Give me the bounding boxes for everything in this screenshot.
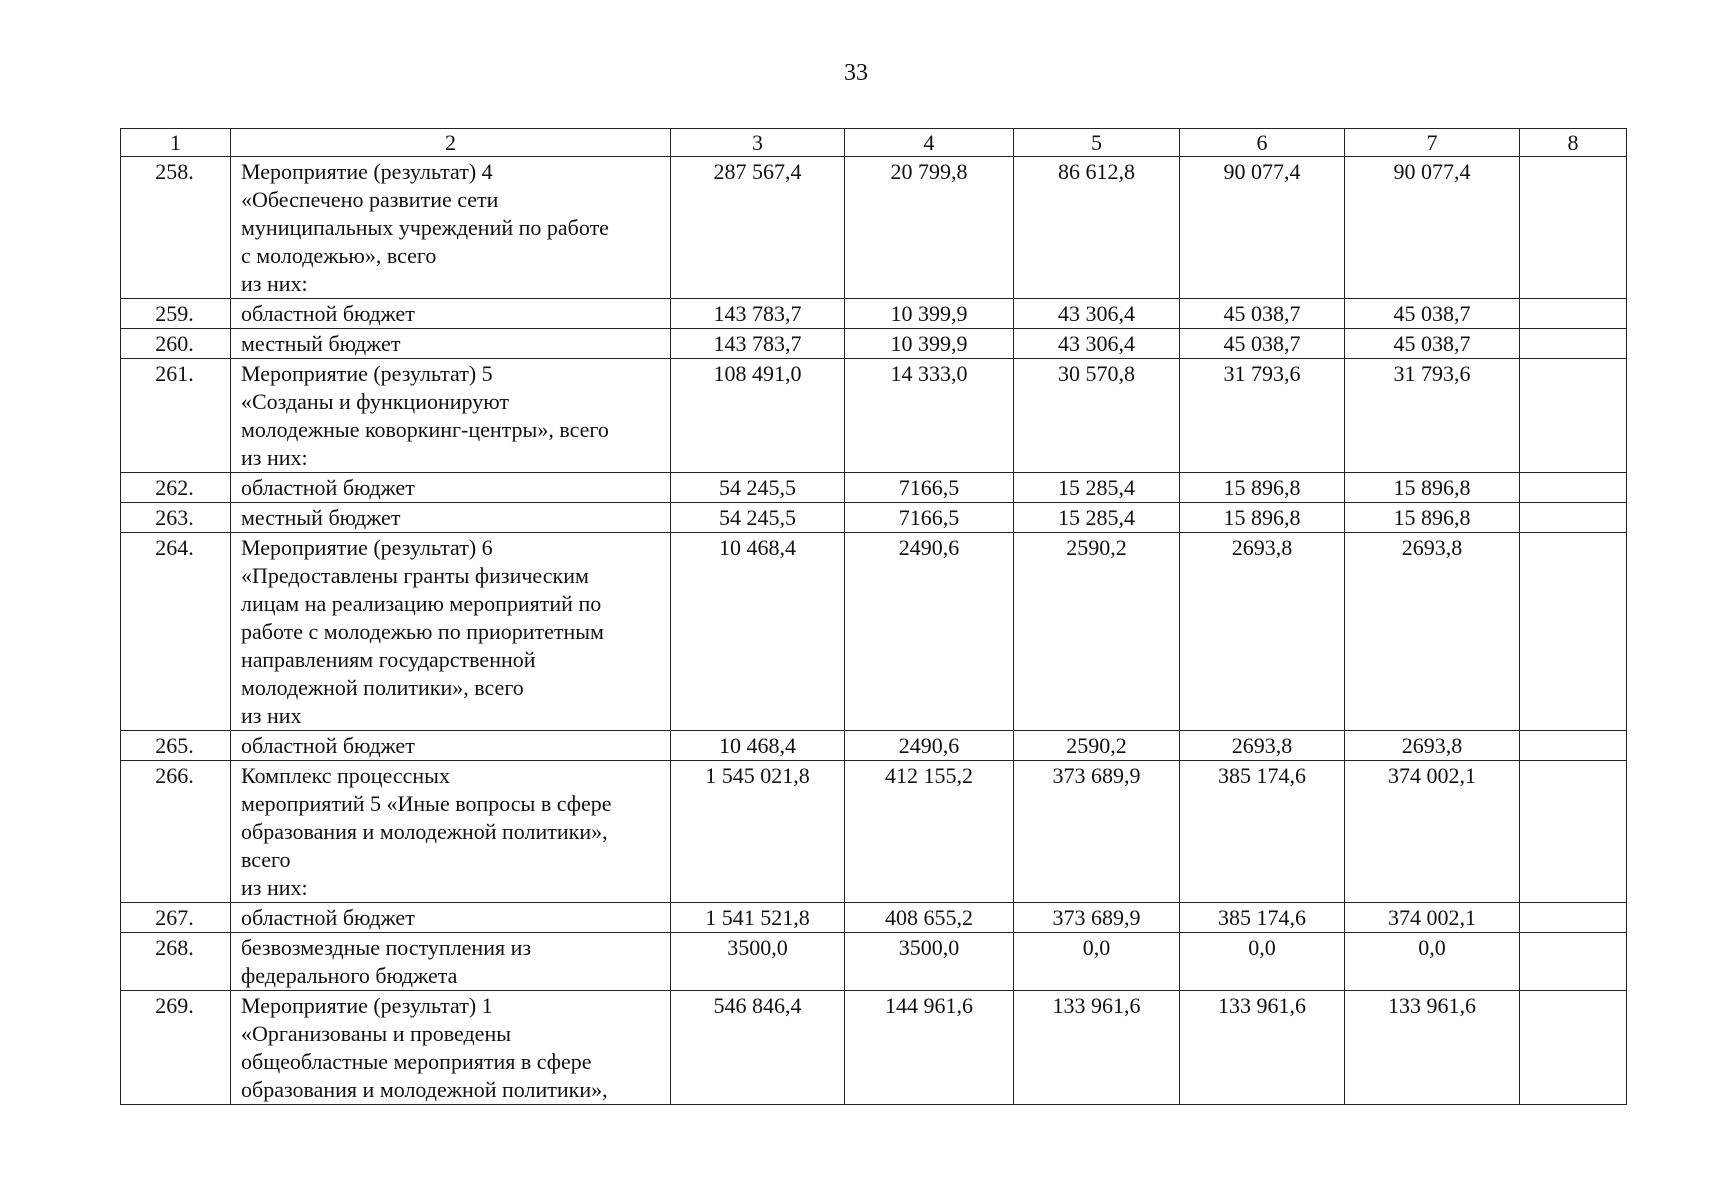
value-col-5: 43 306,4 [1014, 329, 1180, 359]
value-col-4: 10 399,9 [845, 329, 1014, 359]
row-description [231, 299, 671, 329]
row-description [231, 731, 671, 761]
description-line: из них: [241, 271, 308, 296]
value-col-8 [1520, 329, 1627, 359]
column-header-8: 8 [1520, 129, 1627, 157]
value-col-3: 54 245,5 [671, 503, 845, 533]
value-col-4: 144 961,6 [845, 991, 1014, 1105]
value-col-7: 2693,8 [1345, 731, 1520, 761]
value-col-6: 45 038,7 [1180, 329, 1345, 359]
description-line: «Обеспечено развитие сети [241, 187, 499, 212]
value-col-4: 10 399,9 [845, 299, 1014, 329]
description-line: лицам на реализацию мероприятий по [241, 591, 602, 616]
value-col-6: 90 077,4 [1180, 157, 1345, 299]
row-description [231, 903, 671, 933]
value-col-7: 45 038,7 [1345, 329, 1520, 359]
table-row [121, 903, 1627, 933]
value-col-3: 108 491,0 [671, 359, 845, 473]
value-col-6: 133 961,6 [1180, 991, 1345, 1105]
value-col-8 [1520, 359, 1627, 473]
value-col-6: 45 038,7 [1180, 299, 1345, 329]
value-col-8 [1520, 731, 1627, 761]
value-col-4: 3500,0 [845, 933, 1014, 991]
row-description [231, 761, 671, 903]
description-line: направлениям государственной [241, 647, 536, 672]
column-header-1: 1 [121, 129, 231, 157]
table-row [121, 761, 1627, 903]
row-number: 266. [121, 761, 231, 903]
table-header [121, 129, 1627, 157]
description-line: областной бюджет [241, 475, 415, 500]
value-col-6: 385 174,6 [1180, 761, 1345, 903]
value-col-3: 1 541 521,8 [671, 903, 845, 933]
description-line: общеобластные мероприятия в сфере [241, 1049, 592, 1074]
value-col-4: 2490,6 [845, 533, 1014, 731]
value-col-5: 86 612,8 [1014, 157, 1180, 299]
column-header-2: 2 [231, 129, 671, 157]
description-line: мероприятий 5 «Иные вопросы в сфере [241, 791, 612, 816]
row-number: 261. [121, 359, 231, 473]
value-col-7: 0,0 [1345, 933, 1520, 991]
table-row [121, 991, 1627, 1105]
value-col-3: 546 846,4 [671, 991, 845, 1105]
value-col-4: 412 155,2 [845, 761, 1014, 903]
value-col-4: 20 799,8 [845, 157, 1014, 299]
row-number: 258. [121, 157, 231, 299]
row-description [231, 329, 671, 359]
row-description [231, 157, 671, 299]
value-col-4: 408 655,2 [845, 903, 1014, 933]
value-col-5: 133 961,6 [1014, 991, 1180, 1105]
row-description [231, 503, 671, 533]
value-col-8 [1520, 503, 1627, 533]
value-col-6: 15 896,8 [1180, 473, 1345, 503]
description-line: с молодежью», всего [241, 243, 437, 268]
table-row [121, 933, 1627, 991]
description-line: Мероприятие (результат) 5 [241, 361, 493, 386]
value-col-7: 15 896,8 [1345, 503, 1520, 533]
value-col-8 [1520, 933, 1627, 991]
description-line: Мероприятие (результат) 6 [241, 535, 493, 560]
value-col-3: 3500,0 [671, 933, 845, 991]
description-line: областной бюджет [241, 301, 415, 326]
value-col-3: 10 468,4 [671, 533, 845, 731]
value-col-8 [1520, 903, 1627, 933]
row-number: 262. [121, 473, 231, 503]
description-line: работе с молодежью по приоритетным [241, 619, 604, 644]
description-line: «Организованы и проведены [241, 1021, 511, 1046]
table-body [121, 157, 1627, 1105]
value-col-5: 15 285,4 [1014, 473, 1180, 503]
value-col-5: 2590,2 [1014, 731, 1180, 761]
page-number: 33 [844, 60, 868, 86]
description-line: образования и молодежной политики», [241, 819, 608, 844]
description-line: из них: [241, 445, 308, 470]
value-col-7: 374 002,1 [1345, 903, 1520, 933]
row-number: 260. [121, 329, 231, 359]
description-line: местный бюджет [241, 505, 401, 530]
value-col-5: 30 570,8 [1014, 359, 1180, 473]
description-line: из них: [241, 875, 308, 900]
budget-table [120, 128, 1627, 1105]
value-col-7: 374 002,1 [1345, 761, 1520, 903]
table-row [121, 731, 1627, 761]
value-col-5: 373 689,9 [1014, 903, 1180, 933]
header-row [121, 129, 1627, 157]
table-row [121, 503, 1627, 533]
description-line: молодежной политики», всего [241, 675, 524, 700]
description-line: из них [241, 703, 302, 728]
value-col-8 [1520, 473, 1627, 503]
column-header-5: 5 [1014, 129, 1180, 157]
row-description [231, 933, 671, 991]
row-number: 268. [121, 933, 231, 991]
table-row [121, 329, 1627, 359]
value-col-6: 31 793,6 [1180, 359, 1345, 473]
description-line: всего [241, 847, 291, 872]
description-line: областной бюджет [241, 733, 415, 758]
value-col-7: 31 793,6 [1345, 359, 1520, 473]
value-col-7: 133 961,6 [1345, 991, 1520, 1105]
value-col-7: 45 038,7 [1345, 299, 1520, 329]
value-col-8 [1520, 761, 1627, 903]
value-col-6: 0,0 [1180, 933, 1345, 991]
column-header-7: 7 [1345, 129, 1520, 157]
row-description [231, 359, 671, 473]
description-line: безвозмездные поступления из [241, 935, 532, 960]
value-col-5: 0,0 [1014, 933, 1180, 991]
table-row [121, 533, 1627, 731]
value-col-7: 2693,8 [1345, 533, 1520, 731]
value-col-4: 7166,5 [845, 503, 1014, 533]
column-header-3: 3 [671, 129, 845, 157]
value-col-5: 15 285,4 [1014, 503, 1180, 533]
row-number: 269. [121, 991, 231, 1105]
value-col-7: 15 896,8 [1345, 473, 1520, 503]
value-col-3: 54 245,5 [671, 473, 845, 503]
row-number: 263. [121, 503, 231, 533]
value-col-8 [1520, 157, 1627, 299]
value-col-3: 143 783,7 [671, 299, 845, 329]
row-number: 267. [121, 903, 231, 933]
value-col-4: 14 333,0 [845, 359, 1014, 473]
description-line: Комплекс процессных [241, 763, 450, 788]
description-line: федерального бюджета [241, 963, 458, 988]
table-row [121, 157, 1627, 299]
value-col-6: 15 896,8 [1180, 503, 1345, 533]
value-col-5: 373 689,9 [1014, 761, 1180, 903]
value-col-3: 10 468,4 [671, 731, 845, 761]
value-col-5: 43 306,4 [1014, 299, 1180, 329]
value-col-4: 7166,5 [845, 473, 1014, 503]
value-col-4: 2490,6 [845, 731, 1014, 761]
column-header-6: 6 [1180, 129, 1345, 157]
row-description [231, 533, 671, 731]
description-line: молодежные коворкинг-центры», всего [241, 417, 609, 442]
description-line: образования и молодежной политики», [241, 1077, 608, 1102]
description-line: Мероприятие (результат) 4 [241, 159, 493, 184]
description-line: областной бюджет [241, 905, 415, 930]
description-line: Мероприятие (результат) 1 [241, 993, 493, 1018]
column-header-4: 4 [845, 129, 1014, 157]
table-row [121, 359, 1627, 473]
row-number: 264. [121, 533, 231, 731]
value-col-3: 143 783,7 [671, 329, 845, 359]
row-description [231, 473, 671, 503]
value-col-6: 2693,8 [1180, 533, 1345, 731]
description-line: «Предоставлены гранты физическим [241, 563, 589, 588]
value-col-5: 2590,2 [1014, 533, 1180, 731]
value-col-8 [1520, 533, 1627, 731]
row-description [231, 991, 671, 1105]
description-line: муниципальных учреждений по работе [241, 215, 609, 240]
value-col-7: 90 077,4 [1345, 157, 1520, 299]
row-number: 265. [121, 731, 231, 761]
row-number: 259. [121, 299, 231, 329]
value-col-6: 2693,8 [1180, 731, 1345, 761]
value-col-3: 287 567,4 [671, 157, 845, 299]
value-col-6: 385 174,6 [1180, 903, 1345, 933]
description-line: местный бюджет [241, 331, 401, 356]
table-row [121, 299, 1627, 329]
value-col-8 [1520, 991, 1627, 1105]
description-line: «Созданы и функционируют [241, 389, 509, 414]
budget-table-container [120, 128, 1626, 1105]
value-col-8 [1520, 299, 1627, 329]
table-row [121, 473, 1627, 503]
value-col-3: 1 545 021,8 [671, 761, 845, 903]
